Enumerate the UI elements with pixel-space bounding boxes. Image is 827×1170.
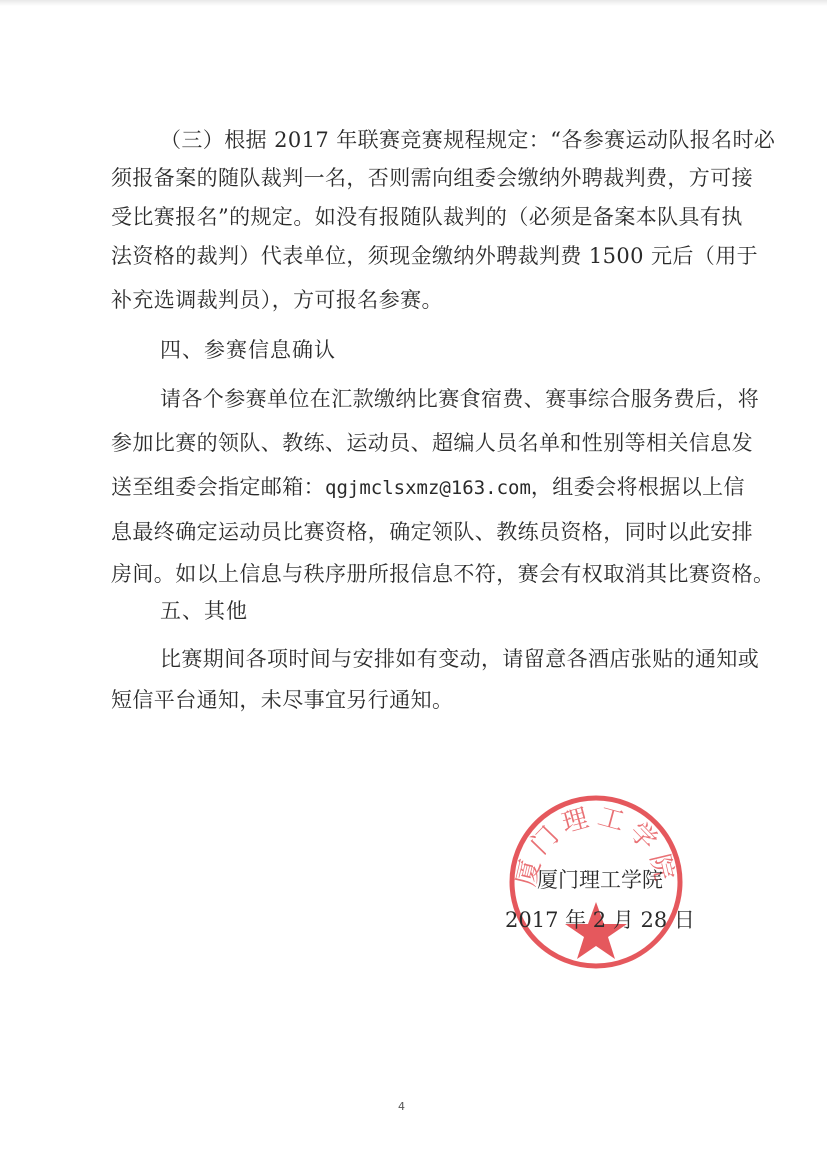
section4-title: 四、参赛信息确认	[160, 338, 336, 362]
signing-date: 2017 年 2 月 28 日	[505, 908, 695, 932]
page-number: 4	[398, 1100, 405, 1113]
email-address: qgjmclsxmz@163.com	[325, 477, 531, 499]
paragraph-line: 参加比赛的领队、教练、运动员、超编人员名单和性别等相关信息发	[111, 431, 753, 455]
paragraph-line: 短信平台通知，未尽事宜另行通知。	[111, 688, 454, 712]
paragraph-line: 比赛期间各项时间与安排如有变动，请留意各酒店张贴的通知或	[160, 647, 760, 671]
paragraph-line: （三）根据 2017 年联赛竞赛规程规定：“各参赛运动队报名时必	[160, 128, 776, 152]
email-suffix: ，组委会将根据以上信	[530, 475, 745, 499]
paragraph-line: 息最终确定运动员比赛资格，确定领队、教练员资格，同时以此安排	[111, 520, 753, 544]
paragraph-line-email	[111, 473, 745, 502]
paragraph-line: 受比赛报名”的规定。如没有报随队裁判的（必须是备案本队具有执	[111, 205, 743, 229]
seal-text: 厦门理工学院	[511, 801, 681, 890]
signer-name: 厦门理工学院	[537, 868, 663, 892]
scan-edge	[0, 0, 827, 6]
paragraph-line: 补充选调裁判员），方可报名参赛。	[111, 288, 443, 312]
section5-title: 五、其他	[160, 599, 248, 623]
paragraph-line: 须报备案的随队裁判一名，否则需向组委会缴纳外聘裁判费，方可接	[111, 166, 753, 190]
paragraph-line: 房间。如以上信息与秩序册所报信息不符，赛会有权取消其比赛资格。	[111, 562, 775, 586]
paragraph-line: 法资格的裁判）代表单位，须现金缴纳外聘裁判费 1500 元后（用于	[111, 244, 758, 268]
email-prefix: 送至组委会指定邮箱：	[111, 475, 325, 499]
paragraph-line: 请各个参赛单位在汇款缴纳比赛食宿费、赛事综合服务费后，将	[160, 387, 760, 411]
